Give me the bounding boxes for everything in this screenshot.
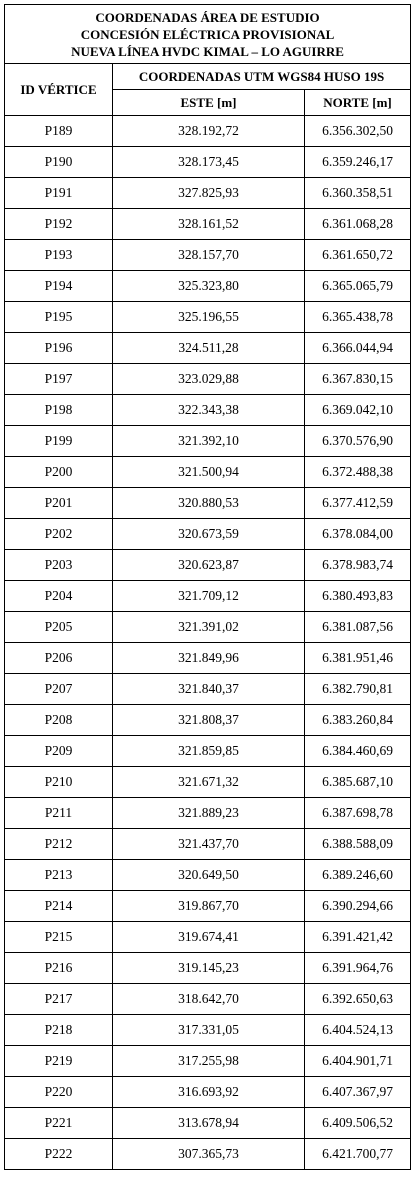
- table-title: [5, 5, 411, 64]
- este-cell: 321.671,32: [113, 767, 305, 798]
- norte-cell: 6.391.421,42: [305, 922, 411, 953]
- vertex-id-cell: P204: [5, 581, 113, 612]
- vertex-id-cell: P216: [5, 953, 113, 984]
- este-cell: 320.880,53: [113, 488, 305, 519]
- este-cell: 320.673,59: [113, 519, 305, 550]
- table-row: [5, 798, 411, 829]
- table-row: [5, 1046, 411, 1077]
- norte-cell: 6.391.964,76: [305, 953, 411, 984]
- vertex-id-cell: P220: [5, 1077, 113, 1108]
- table-row: [5, 705, 411, 736]
- este-cell: 321.500,94: [113, 457, 305, 488]
- table-row: [5, 457, 411, 488]
- table-row: [5, 519, 411, 550]
- table-row: [5, 488, 411, 519]
- title-row: [5, 5, 411, 64]
- vertex-id-cell: P217: [5, 984, 113, 1015]
- table-row: [5, 891, 411, 922]
- table-row: [5, 209, 411, 240]
- este-cell: 321.709,12: [113, 581, 305, 612]
- norte-cell: 6.404.901,71: [305, 1046, 411, 1077]
- norte-cell: 6.366.044,94: [305, 333, 411, 364]
- vertex-id-cell: P194: [5, 271, 113, 302]
- norte-cell: 6.360.358,51: [305, 178, 411, 209]
- este-cell: 317.255,98: [113, 1046, 305, 1077]
- table-row: [5, 1108, 411, 1139]
- vertex-id-cell: P208: [5, 705, 113, 736]
- table-row: [5, 581, 411, 612]
- vertex-id-cell: P219: [5, 1046, 113, 1077]
- este-cell: 321.840,37: [113, 674, 305, 705]
- vertex-id-cell: P199: [5, 426, 113, 457]
- table-row: [5, 271, 411, 302]
- vertex-id-cell: P196: [5, 333, 113, 364]
- este-cell: 317.331,05: [113, 1015, 305, 1046]
- norte-cell: 6.390.294,66: [305, 891, 411, 922]
- este-cell: 320.623,87: [113, 550, 305, 581]
- este-cell: 324.511,28: [113, 333, 305, 364]
- este-cell: 328.173,45: [113, 147, 305, 178]
- vertex-id-cell: P206: [5, 643, 113, 674]
- vertex-id-cell: P222: [5, 1139, 113, 1170]
- este-cell: 327.825,93: [113, 178, 305, 209]
- table-row: [5, 364, 411, 395]
- vertex-id-cell: P200: [5, 457, 113, 488]
- vertex-id-cell: P218: [5, 1015, 113, 1046]
- table-row: [5, 767, 411, 798]
- vertex-id-cell: P207: [5, 674, 113, 705]
- norte-cell: 6.384.460,69: [305, 736, 411, 767]
- norte-cell: 6.381.951,46: [305, 643, 411, 674]
- norte-cell: 6.356.302,50: [305, 116, 411, 147]
- table-row: [5, 302, 411, 333]
- vertex-id-cell: P202: [5, 519, 113, 550]
- norte-cell: 6.387.698,78: [305, 798, 411, 829]
- este-cell: 328.157,70: [113, 240, 305, 271]
- este-cell: 325.196,55: [113, 302, 305, 333]
- este-cell: 319.674,41: [113, 922, 305, 953]
- norte-cell: 6.361.650,72: [305, 240, 411, 271]
- vertex-id-cell: P215: [5, 922, 113, 953]
- norte-cell: 6.404.524,13: [305, 1015, 411, 1046]
- este-cell: 307.365,73: [113, 1139, 305, 1170]
- norte-cell: 6.367.830,15: [305, 364, 411, 395]
- id-vertice-header: ID VÉRTICE: [5, 64, 113, 116]
- vertex-id-cell: P201: [5, 488, 113, 519]
- title-line-2: CONCESIÓN ELÉCTRICA PROVISIONAL: [80, 26, 335, 42]
- table-row: [5, 860, 411, 891]
- norte-cell: 6.407.367,97: [305, 1077, 411, 1108]
- table-row: [5, 116, 411, 147]
- norte-cell: 6.389.246,60: [305, 860, 411, 891]
- norte-cell: 6.369.042,10: [305, 395, 411, 426]
- table-row: [5, 643, 411, 674]
- title-line-3: NUEVA LÍNEA HVDC KIMAL – LO AGUIRRE: [71, 43, 344, 59]
- table-row: [5, 612, 411, 643]
- vertex-id-cell: P211: [5, 798, 113, 829]
- vertex-id-cell: P190: [5, 147, 113, 178]
- vertex-id-cell: P195: [5, 302, 113, 333]
- este-cell: 321.808,37: [113, 705, 305, 736]
- table-row: [5, 1139, 411, 1170]
- table-body: [5, 116, 411, 1170]
- norte-cell: 6.361.068,28: [305, 209, 411, 240]
- vertex-id-cell: P221: [5, 1108, 113, 1139]
- vertex-id-cell: P203: [5, 550, 113, 581]
- este-cell: 323.029,88: [113, 364, 305, 395]
- coordinates-table: [4, 4, 411, 1170]
- norte-cell: 6.385.687,10: [305, 767, 411, 798]
- este-cell: 325.323,80: [113, 271, 305, 302]
- este-cell: 321.849,96: [113, 643, 305, 674]
- table-row: [5, 395, 411, 426]
- este-cell: 321.859,85: [113, 736, 305, 767]
- table-row: [5, 984, 411, 1015]
- norte-cell: 6.388.588,09: [305, 829, 411, 860]
- este-cell: 319.145,23: [113, 953, 305, 984]
- este-cell: 321.391,02: [113, 612, 305, 643]
- este-cell: 319.867,70: [113, 891, 305, 922]
- vertex-id-cell: P205: [5, 612, 113, 643]
- norte-cell: 6.359.246,17: [305, 147, 411, 178]
- este-cell: 321.889,23: [113, 798, 305, 829]
- este-cell: 321.437,70: [113, 829, 305, 860]
- este-cell: 321.392,10: [113, 426, 305, 457]
- table-row: [5, 953, 411, 984]
- title-line-1: COORDENADAS ÁREA DE ESTUDIO: [95, 9, 320, 25]
- vertex-id-cell: P209: [5, 736, 113, 767]
- table-header: [5, 5, 411, 116]
- vertex-id-cell: P197: [5, 364, 113, 395]
- norte-cell: 6.378.983,74: [305, 550, 411, 581]
- norte-cell: 6.370.576,90: [305, 426, 411, 457]
- vertex-id-cell: P213: [5, 860, 113, 891]
- norte-cell: 6.372.488,38: [305, 457, 411, 488]
- este-cell: 316.693,92: [113, 1077, 305, 1108]
- table-row: [5, 674, 411, 705]
- vertex-id-cell: P193: [5, 240, 113, 271]
- table-row: [5, 736, 411, 767]
- norte-cell: 6.383.260,84: [305, 705, 411, 736]
- table-row: [5, 147, 411, 178]
- vertex-id-cell: P191: [5, 178, 113, 209]
- norte-cell: 6.409.506,52: [305, 1108, 411, 1139]
- norte-cell: 6.365.438,78: [305, 302, 411, 333]
- table-row: [5, 240, 411, 271]
- table-row: [5, 550, 411, 581]
- norte-cell: 6.392.650,63: [305, 984, 411, 1015]
- table-row: [5, 922, 411, 953]
- este-cell: 320.649,50: [113, 860, 305, 891]
- norte-header: NORTE [m]: [305, 90, 411, 116]
- este-cell: 328.192,72: [113, 116, 305, 147]
- table-row: [5, 178, 411, 209]
- este-cell: 328.161,52: [113, 209, 305, 240]
- table-row: [5, 333, 411, 364]
- group-header-row: [5, 64, 411, 90]
- vertex-id-cell: P189: [5, 116, 113, 147]
- norte-cell: 6.365.065,79: [305, 271, 411, 302]
- table-row: [5, 1077, 411, 1108]
- vertex-id-cell: P214: [5, 891, 113, 922]
- este-header: ESTE [m]: [113, 90, 305, 116]
- este-cell: 318.642,70: [113, 984, 305, 1015]
- vertex-id-cell: P212: [5, 829, 113, 860]
- norte-cell: 6.421.700,77: [305, 1139, 411, 1170]
- vertex-id-cell: P210: [5, 767, 113, 798]
- norte-cell: 6.382.790,81: [305, 674, 411, 705]
- este-cell: 322.343,38: [113, 395, 305, 426]
- norte-cell: 6.377.412,59: [305, 488, 411, 519]
- norte-cell: 6.380.493,83: [305, 581, 411, 612]
- norte-cell: 6.381.087,56: [305, 612, 411, 643]
- coordinates-group-header: COORDENADAS UTM WGS84 HUSO 19S: [113, 64, 411, 90]
- norte-cell: 6.378.084,00: [305, 519, 411, 550]
- este-cell: 313.678,94: [113, 1108, 305, 1139]
- vertex-id-cell: P198: [5, 395, 113, 426]
- table-row: [5, 1015, 411, 1046]
- table-row: [5, 426, 411, 457]
- table-row: [5, 829, 411, 860]
- vertex-id-cell: P192: [5, 209, 113, 240]
